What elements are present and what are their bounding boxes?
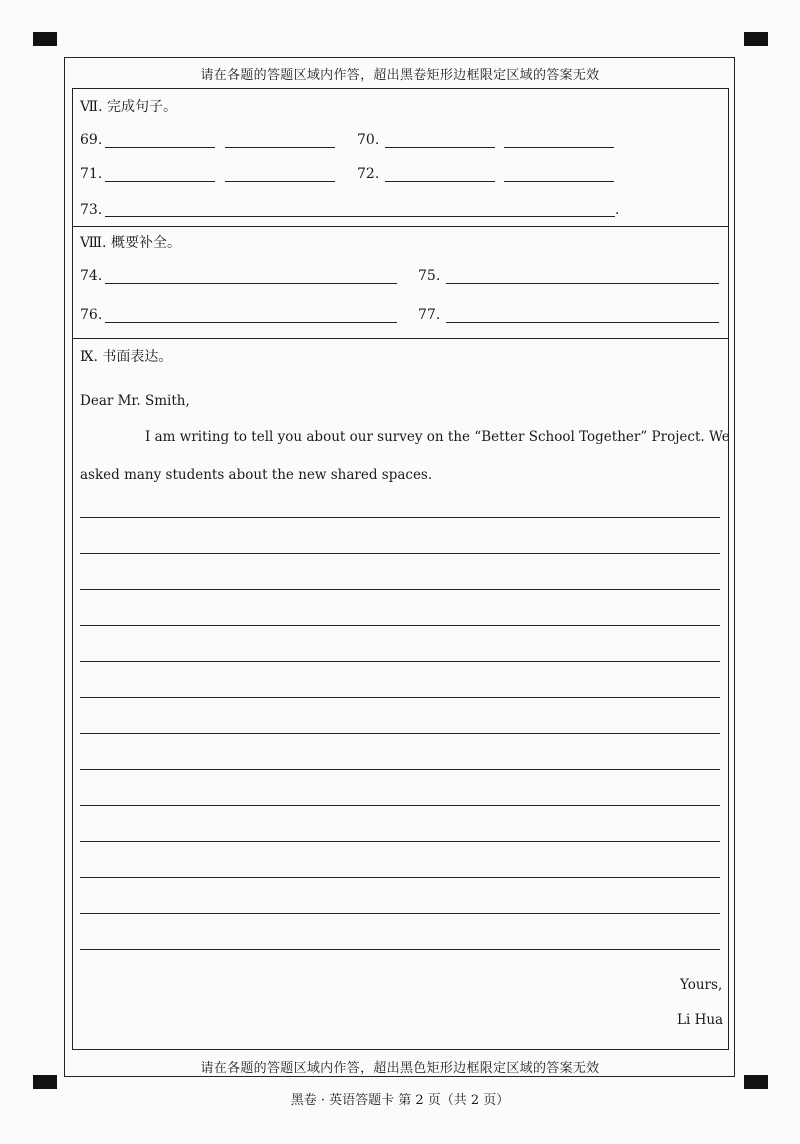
item-73-end-period: . [615,202,620,218]
registration-mark-bottom-left [33,1075,57,1089]
item-76-blank[interactable] [105,322,397,323]
writing-line[interactable] [80,589,720,590]
item-73-number: 73. [80,202,103,218]
item-69-blank-2[interactable] [225,147,335,148]
item-76-number: 76. [80,307,103,323]
item-75-blank[interactable] [446,283,719,284]
item-71-number: 71. [80,166,103,182]
item-72-blank-2[interactable] [504,181,614,182]
registration-mark-bottom-right [744,1075,768,1089]
writing-line[interactable] [80,913,720,914]
item-69-number: 69. [80,132,103,148]
writing-line[interactable] [80,733,720,734]
item-74-number: 74. [80,268,103,284]
page-footer: 黑卷 · 英语答题卡 第 2 页（共 2 页） [290,1093,510,1108]
item-69-blank-1[interactable] [105,147,215,148]
item-73-blank[interactable] [105,216,615,217]
section9-heading: Ⅸ. 书面表达。 [80,349,173,365]
section-divider-8-9 [72,338,729,339]
letter-opening-line-1: I am writing to tell you about our survey on the “Better School Together” Project. We [145,429,730,445]
bottom-notice: 请在各题的答题区域内作答，超出黑色矩形边框限定区域的答案无效 [200,1061,600,1076]
item-74-blank[interactable] [105,283,397,284]
item-72-number: 72. [357,166,380,182]
writing-line[interactable] [80,697,720,698]
item-77-blank[interactable] [446,322,719,323]
letter-greeting: Dear Mr. Smith, [80,393,190,409]
item-70-blank-1[interactable] [385,147,495,148]
letter-signature: Li Hua [677,1012,724,1028]
top-notice: 请在各题的答题区域内作答，超出黑卷矩形边框限定区域的答案无效 [200,68,600,83]
writing-line[interactable] [80,517,720,518]
item-71-blank-2[interactable] [225,181,335,182]
section7-heading: Ⅶ. 完成句子。 [80,99,177,115]
registration-mark-top-left [33,32,57,46]
writing-line[interactable] [80,841,720,842]
writing-line[interactable] [80,877,720,878]
writing-line[interactable] [80,553,720,554]
item-70-blank-2[interactable] [504,147,614,148]
item-72-blank-1[interactable] [385,181,495,182]
writing-line[interactable] [80,625,720,626]
writing-line[interactable] [80,769,720,770]
section8-heading: Ⅷ. 概要补全。 [80,235,181,251]
registration-mark-top-right [744,32,768,46]
section-divider-7-8 [72,226,729,227]
item-75-number: 75. [418,268,441,284]
writing-line[interactable] [80,805,720,806]
item-77-number: 77. [418,307,441,323]
item-71-blank-1[interactable] [105,181,215,182]
letter-closing: Yours, [680,977,723,993]
letter-opening-line-2: asked many students about the new shared spaces. [80,467,433,483]
item-70-number: 70. [357,132,380,148]
writing-line[interactable] [80,949,720,950]
writing-line[interactable] [80,661,720,662]
